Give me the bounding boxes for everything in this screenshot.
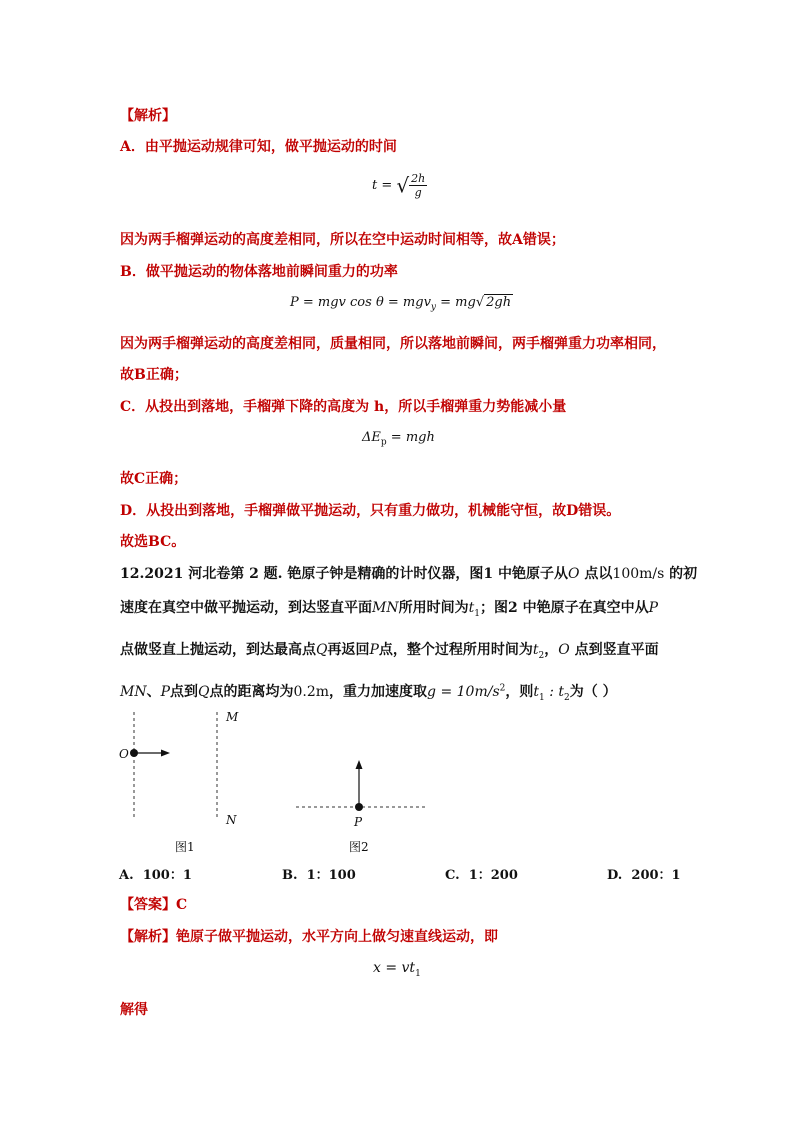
formula-energy	[362, 430, 435, 448]
question-var-t1-sub: 1	[474, 608, 480, 619]
option-key: B.	[282, 868, 298, 883]
question-var-t2-sub: 2	[538, 650, 545, 661]
question-text: 12.2021 河北卷第 2 题. 铯原子钟是精确的计时仪器，图1 中铯原子从	[120, 566, 569, 582]
formula-time-fraction	[409, 172, 427, 199]
question-text: 点以	[579, 566, 613, 582]
question-text: 点的距离均为	[209, 684, 294, 700]
option-key: C.	[445, 868, 460, 883]
analysis-b-line: B．做平抛运动的物体落地前瞬间重力的功率	[120, 264, 398, 280]
question-distance: 0.2m	[293, 684, 330, 700]
formula-time: t = √ $\frac{2h}{g}$	[372, 172, 426, 199]
question-var-q: Q	[316, 642, 328, 658]
formula-energy-main: ΔE	[362, 430, 381, 445]
formula-power-tail: = mg	[436, 295, 476, 310]
formula-energy-tail: = mgh	[386, 430, 435, 445]
analysis-choice: 故选BC。	[120, 534, 186, 550]
option-key: A.	[119, 868, 134, 883]
question-gravity-sup: 2	[499, 683, 506, 694]
fig2-atom-p	[355, 803, 363, 811]
question-var-o: O	[558, 642, 570, 658]
question-var-p: P	[160, 684, 171, 700]
formula-energy-sub: p	[380, 437, 387, 448]
analysis-a-conclusion: 因为两手榴弹运动的高度差相同，所以在空中运动时间相等，故A错误；	[120, 232, 565, 248]
question-text: ，重力加速度取	[329, 684, 428, 700]
analysis-a-line: A．由平抛运动规律可知，做平抛运动的时间	[120, 139, 397, 155]
fig1-label-n: N	[226, 813, 237, 827]
option-b[interactable]	[282, 864, 356, 883]
formula-x	[373, 960, 421, 979]
fig2-caption: 图2	[349, 840, 369, 854]
formula-x-sub: 1	[415, 968, 421, 979]
option-value: 1：200	[468, 868, 518, 883]
option-c[interactable]	[445, 864, 518, 883]
option-d[interactable]	[607, 864, 681, 883]
formula-power-sub: y	[430, 302, 437, 313]
option-value: 1：100	[306, 868, 356, 883]
question-var-p: P	[369, 642, 379, 658]
question-text: 点，整个过程所用时间为	[378, 642, 533, 658]
question-ratio-sub: 1	[539, 692, 545, 703]
question-var-mn: MN	[372, 600, 399, 616]
question-text: 为（ ）	[569, 684, 617, 700]
answer-solve: 解得	[120, 1002, 148, 1018]
question-text: 速度在真空中做平抛运动，到达竖直平面	[120, 600, 372, 616]
formula-time-denominator: g	[414, 186, 422, 199]
question-ratio: t	[533, 684, 540, 700]
question-line-2	[120, 597, 658, 619]
question-ratio-sub: 2	[564, 692, 570, 703]
question-var-q: Q	[198, 684, 210, 700]
question-text: ，	[544, 642, 559, 658]
question-text: 点到竖直平面	[569, 642, 659, 658]
answer-analysis	[120, 926, 498, 946]
formula-time-lhs: t =	[372, 178, 397, 193]
question-text: 所用时间为	[398, 600, 469, 616]
analysis-heading: 【解析】	[120, 108, 176, 124]
question-text: 的初	[664, 566, 698, 582]
fig1-label-o: O	[119, 747, 129, 761]
question-ratio: : t	[544, 684, 564, 700]
formula-power: P = mgv cos θ = mgv$_y$ = mg√ 2gh	[290, 295, 512, 313]
question-line-3	[120, 639, 659, 661]
question-var-o: O	[568, 566, 580, 582]
analysis-c-conclusion: 故C正确；	[120, 471, 188, 487]
question-var-t1: t	[468, 600, 475, 616]
answer-analysis-text: 铯原子做平抛运动，水平方向上做匀速直线运动，即	[176, 929, 498, 945]
answer-label: 【答案】C	[120, 897, 188, 913]
question-text: ，则	[505, 684, 534, 700]
question-var-mn: MN	[120, 684, 147, 700]
question-var-p: P	[648, 600, 659, 616]
fig2-arrowhead	[356, 760, 363, 769]
formula-power-main: P = mgv cos θ = mgv	[290, 295, 431, 310]
option-value: 100：1	[142, 868, 192, 883]
question-text: ；图2 中铯原子在真空中从	[479, 600, 649, 616]
question-line-1	[120, 563, 697, 583]
option-key: D.	[607, 868, 623, 883]
analysis-b-conclusion-2: 故B正确；	[120, 367, 188, 383]
fig1-label-m: M	[226, 710, 239, 724]
question-velocity: 100m/s	[612, 566, 665, 582]
formula-time-numerator: 2h	[411, 172, 426, 185]
question-var-t2: t	[532, 642, 539, 658]
question-text: 点到	[170, 684, 199, 700]
analysis-d-line: D．从投出到落地，手榴弹做平抛运动，只有重力做功，机械能守恒，故D错误。	[120, 503, 621, 519]
question-text: 、	[146, 684, 161, 700]
question-gravity: g = 10m/s	[427, 684, 500, 700]
option-value: 200：1	[631, 868, 681, 883]
physics-figure	[0, 700, 794, 880]
analysis-c-line: C．从投出到落地，手榴弹下降的高度为 h，所以手榴弹重力势能减小量	[120, 399, 567, 415]
analysis-b-conclusion-1: 因为两手榴弹运动的高度差相同，质量相同，所以落地前瞬间，两手榴弹重力功率相同，	[120, 336, 666, 352]
fig1-caption: 图1	[175, 840, 195, 854]
answer-analysis-label: 【解析】	[120, 929, 176, 945]
fig1-arrowhead	[161, 750, 170, 757]
question-text: 再返回	[327, 642, 370, 658]
formula-power-root: 2gh	[486, 295, 512, 310]
question-text: 点做竖直上抛运动，到达最高点	[120, 642, 316, 658]
option-a[interactable]	[119, 864, 192, 883]
fig2-label-p: P	[354, 815, 363, 829]
formula-x-main: x = vt	[373, 960, 416, 976]
